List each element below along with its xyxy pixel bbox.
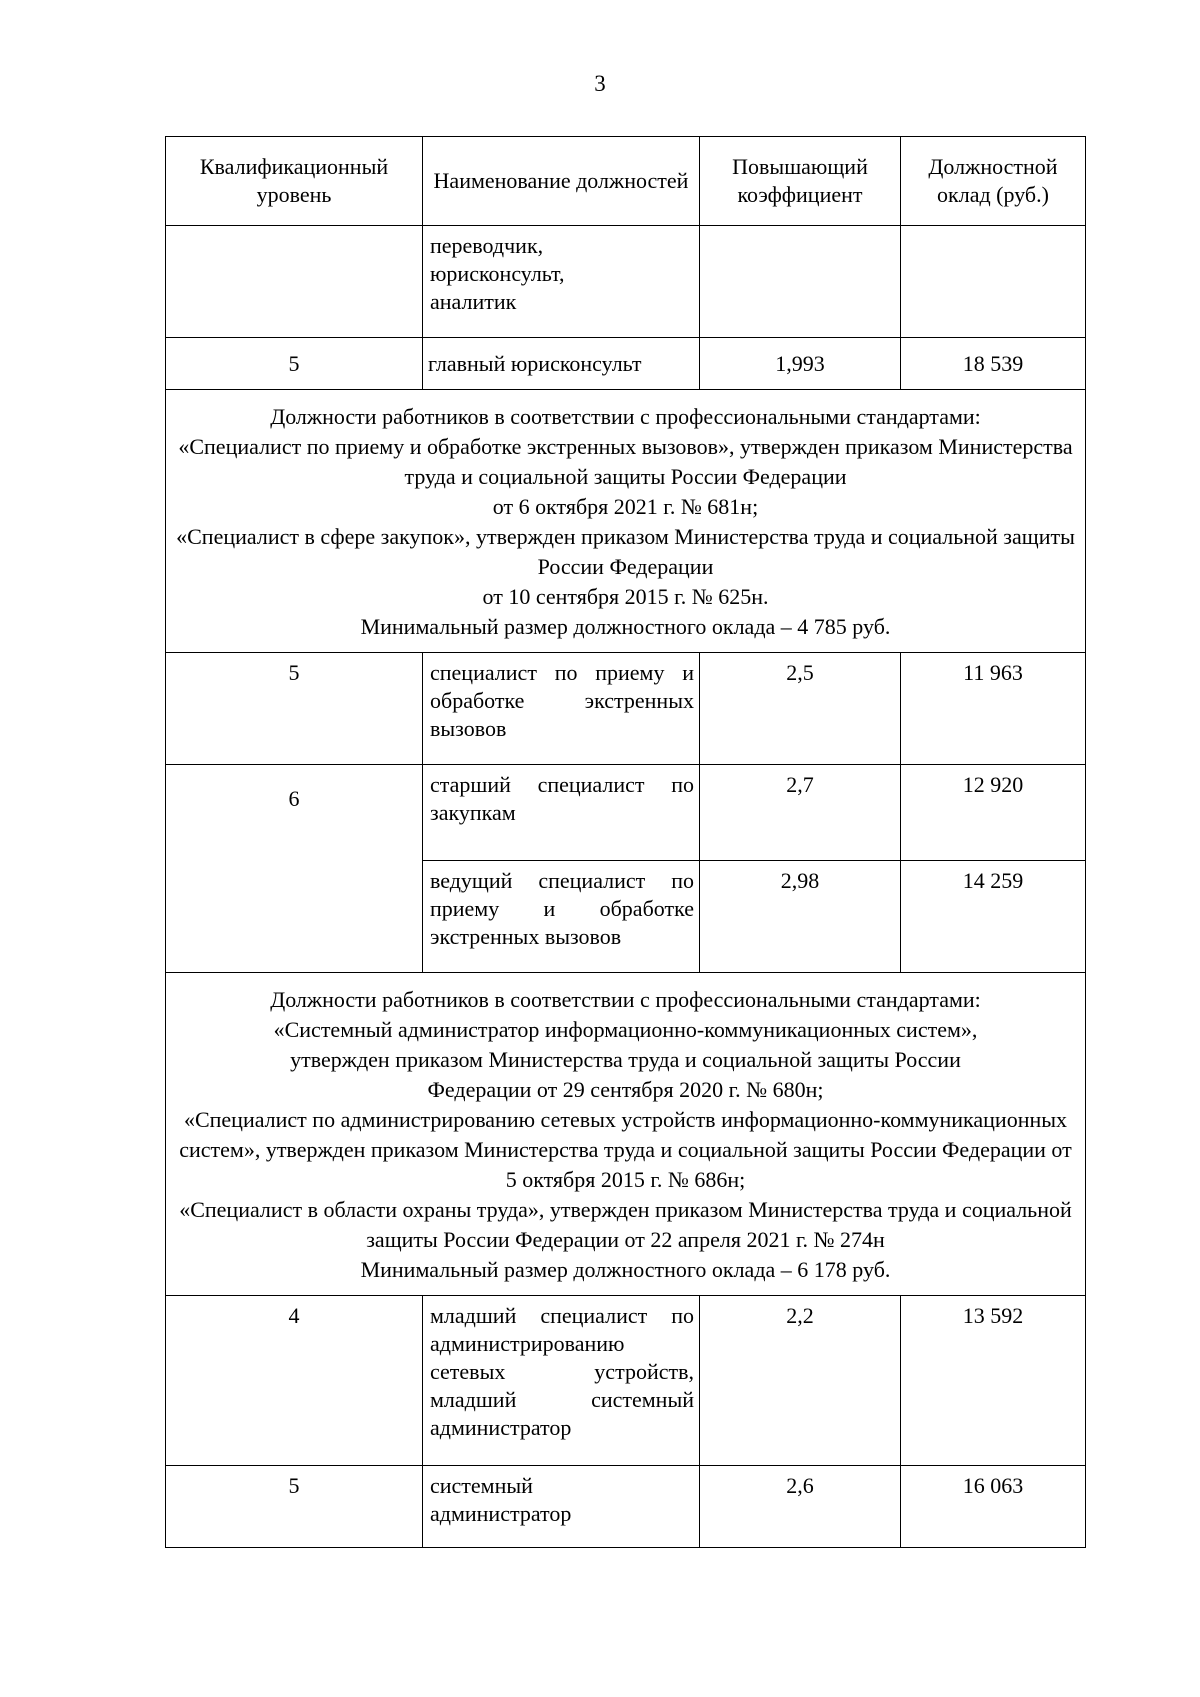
cell-position: главный юрисконсульт (423, 338, 700, 390)
header-salary: Должностной оклад (руб.) (901, 137, 1086, 226)
cell-level (166, 226, 423, 338)
cell-position: ведущий специалист по приему и обработке экстренных вызовов (423, 861, 700, 973)
table-row (166, 226, 1086, 338)
cell-coefficient: 2,5 (700, 653, 901, 765)
page-number: 3 (594, 71, 606, 96)
table-row (166, 1296, 1086, 1466)
salary-table (165, 136, 1086, 1548)
cell-coefficient (700, 226, 901, 338)
section-header-2: Должности работников в соответствии с профессиональными стандартами: «Системный администратор информационно-коммуникационных систем», утвержден приказом Министерства труда и социальной защиты России Федерации от 29 сентября 2020 г. № 680н; «Специалист по администрированию сетевых устройств информационно-коммуникационных систем», утвержден приказом Министерства труда и социальной защиты России Федерации от 5 октября 2015 г. № 686н; «Специалист в области охраны труда», утвержден приказом Министерства труда и социальной защиты России Федерации от 22 апреля 2021 г. № 274н Минимальный размер должностного оклада – 6 178 руб. (166, 973, 1086, 1296)
cell-coefficient: 2,2 (700, 1296, 901, 1466)
cell-salary: 12 920 (901, 765, 1086, 861)
cell-salary: 18 539 (901, 338, 1086, 390)
cell-position: старший специалист по закупкам (423, 765, 700, 861)
cell-salary (901, 226, 1086, 338)
cell-coefficient: 2,6 (700, 1466, 901, 1548)
header-position-name: Наименование должностей (423, 137, 700, 226)
cell-coefficient: 2,98 (700, 861, 901, 973)
position-text: системный администратор (430, 1473, 572, 1526)
table-row (166, 1466, 1086, 1548)
cell-coefficient: 2,7 (700, 765, 901, 861)
table-row (166, 653, 1086, 765)
cell-position: специалист по приему и обработке экстренных вызовов (423, 653, 700, 765)
cell-level: 5 (166, 1466, 423, 1548)
cell-level: 5 (166, 338, 423, 390)
table-header-row (166, 137, 1086, 226)
table-row (166, 765, 1086, 861)
cell-salary: 14 259 (901, 861, 1086, 973)
cell-position: младший специалист по администрированию сетевых устройств, младший системный администратор (423, 1296, 700, 1466)
header-qualification-level: Квалификационный уровень (166, 137, 423, 226)
section-header-1: Должности работников в соответствии с профессиональными стандартами: «Специалист по приему и обработке экстренных вызовов», утвержден приказом Министерства труда и социальной защиты России Федерации от 6 октября 2021 г. № 681н; «Специалист в сфере закупок», утвержден приказом Министерства труда и социальной защиты России Федерации от 10 сентября 2015 г. № 625н. Минимальный размер должностного оклада – 4 785 руб. (166, 390, 1086, 653)
table-row (166, 338, 1086, 390)
section-row (166, 390, 1086, 653)
section-row (166, 973, 1086, 1296)
cell-position (423, 1466, 700, 1548)
cell-salary: 11 963 (901, 653, 1086, 765)
cell-position: переводчик, юрисконсульт, аналитик (423, 226, 700, 338)
header-coefficient: Повышающий коэффициент (700, 137, 901, 226)
cell-coefficient: 1,993 (700, 338, 901, 390)
cell-salary: 16 063 (901, 1466, 1086, 1548)
cell-level: 6 (166, 765, 423, 973)
cell-salary: 13 592 (901, 1296, 1086, 1466)
cell-level: 4 (166, 1296, 423, 1466)
cell-level: 5 (166, 653, 423, 765)
